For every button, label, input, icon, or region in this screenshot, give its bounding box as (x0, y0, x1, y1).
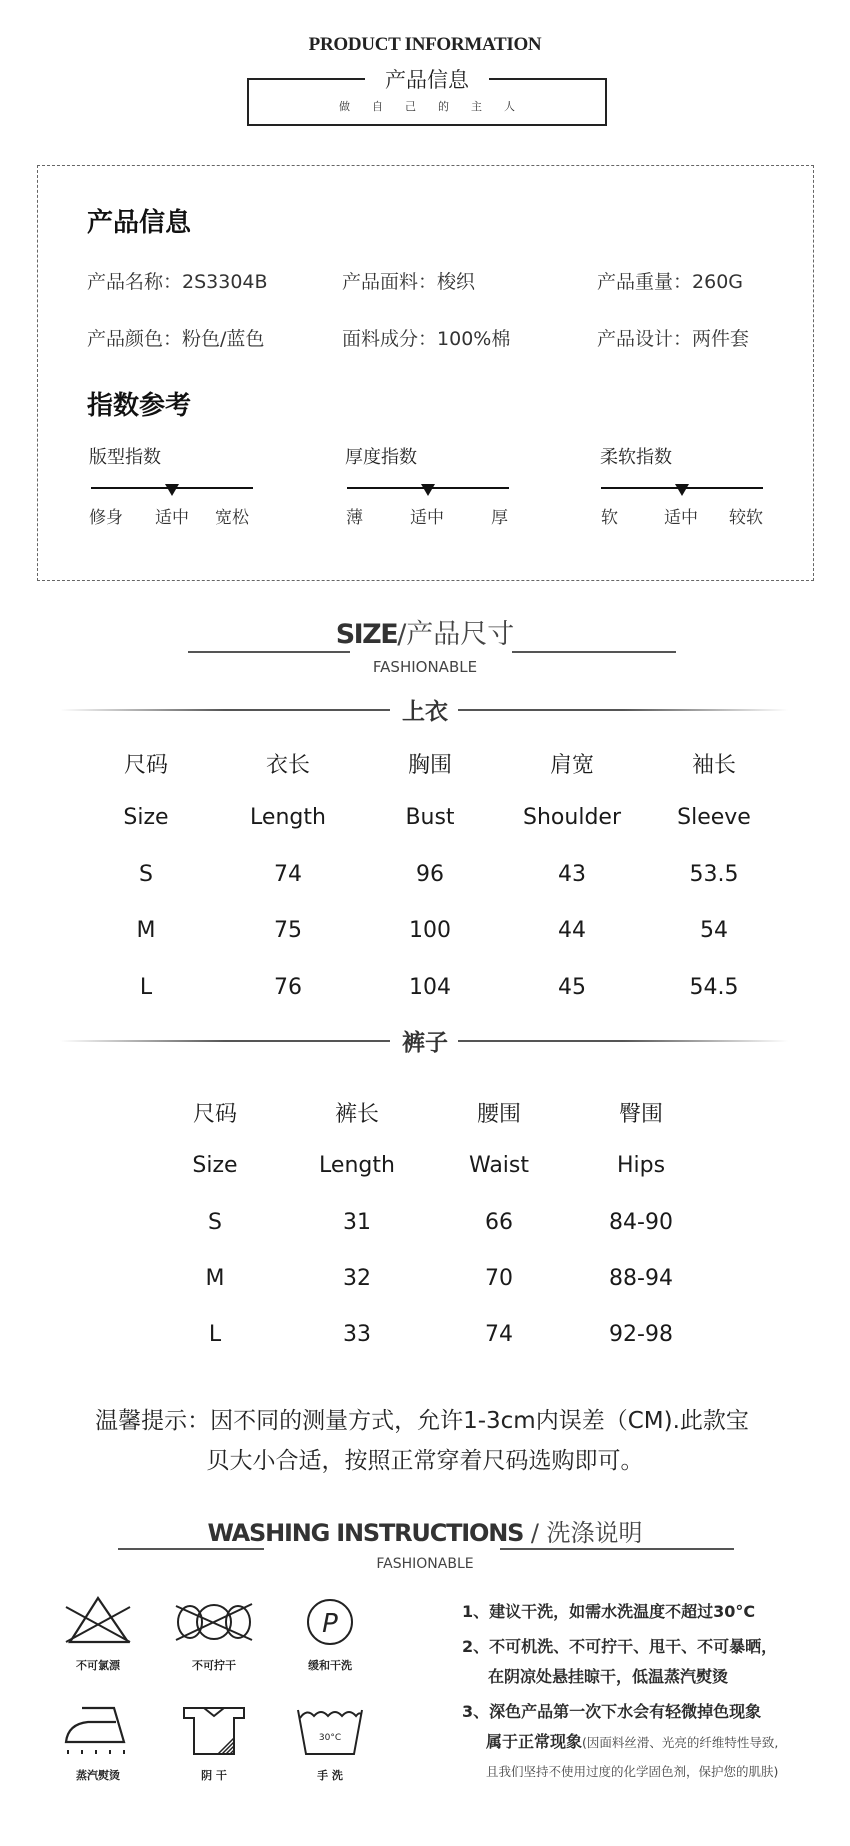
table-cell: 104 (409, 975, 451, 1000)
table-header-cell: 裤长 (334, 1102, 379, 1127)
care-label: 不可拧干 (192, 1659, 236, 1672)
table-header-cell: 臀围 (618, 1102, 663, 1127)
softness-tick: 较软 (729, 508, 763, 528)
tops-section-label: 上衣 (402, 699, 448, 725)
table-cell: 100 (409, 918, 451, 943)
table-cell: 45 (558, 975, 586, 1000)
no-wring-icon (174, 1592, 254, 1652)
washing-title-line-left (118, 1548, 264, 1550)
washing-instruction-3: 3、深色产品第一次下水会有轻微掉色现象 (462, 1702, 762, 1721)
info-field-color (87, 324, 264, 351)
care-label: 不可氯漂 (76, 1659, 120, 1672)
info-field-design (597, 324, 749, 351)
washing-title-cn: / 洗涤说明 (523, 1519, 643, 1547)
table-header-cell: Bust (405, 805, 455, 830)
field-label: 产品设计： (597, 328, 693, 350)
field-value: 2S3304B (182, 271, 268, 293)
table-cell: 92-98 (609, 1322, 673, 1347)
info-field-fabric (342, 267, 475, 294)
svg-text:P: P (322, 1609, 338, 1639)
field-value: 100%棉 (437, 328, 511, 350)
table-cell: L (139, 975, 153, 1000)
table-cell: L (208, 1322, 222, 1347)
table-header-cell: 肩宽 (549, 753, 594, 778)
care-item-gentle-dry-clean (290, 1592, 370, 1656)
header-line-left (247, 78, 365, 80)
product-info-title: 产品信息 (87, 208, 192, 238)
table-cell: S (139, 862, 153, 887)
care-item-shade-dry (174, 1704, 254, 1768)
pants-divider-right (458, 1040, 788, 1042)
table-header-cell: Hips (616, 1153, 666, 1178)
info-field-weight (597, 267, 743, 294)
svg-text:30°C: 30°C (318, 1733, 342, 1743)
field-label: 产品重量： (597, 271, 693, 293)
header-line-right (489, 78, 607, 80)
table-cell: M (136, 918, 156, 943)
size-title-cn: /产品尺寸 (397, 619, 515, 650)
table-header-cell: Waist (468, 1153, 530, 1178)
instruction-bold: 属于正常现象 (486, 1732, 583, 1751)
gentle-dry-clean-icon (290, 1592, 370, 1652)
table-cell: 96 (416, 862, 444, 887)
header-title-cn: 产品信息 (385, 68, 469, 92)
care-label: 阴 干 (201, 1769, 227, 1782)
table-cell: 31 (343, 1210, 371, 1235)
thickness-index-marker-icon (421, 484, 435, 496)
table-header-cell: Sleeve (677, 805, 751, 830)
softness-tick: 适中 (664, 508, 698, 528)
table-header-cell: 腰围 (476, 1102, 521, 1127)
tops-divider-left (60, 709, 390, 711)
table-cell: 76 (274, 975, 302, 1000)
table-cell: 54.5 (689, 975, 739, 1000)
size-title-line-left (188, 651, 350, 653)
table-cell: 75 (274, 918, 302, 943)
steam-iron-icon (58, 1704, 138, 1764)
field-label: 产品名称： (87, 271, 183, 293)
size-section-title (0, 612, 850, 651)
table-cell: 54 (700, 918, 728, 943)
fit-tick: 适中 (155, 508, 189, 528)
fit-index-marker-icon (165, 484, 179, 496)
table-header-cell: 尺码 (123, 753, 168, 778)
softness-tick: 软 (601, 508, 618, 528)
thickness-tick: 薄 (346, 508, 363, 528)
field-value: 两件套 (692, 328, 750, 350)
washing-subtitle: FASHIONABLE (376, 1556, 474, 1572)
table-cell: 88-94 (609, 1266, 673, 1291)
table-header-cell: Shoulder (523, 805, 621, 830)
table-header-cell: Size (123, 805, 169, 830)
table-cell: S (208, 1210, 222, 1235)
no-bleach-icon (58, 1592, 138, 1652)
table-cell: M (205, 1266, 225, 1291)
table-header-cell: Length (250, 805, 326, 830)
table-header-cell: Length (319, 1153, 395, 1178)
pants-divider-left (60, 1040, 390, 1042)
thickness-tick: 厚 (491, 508, 508, 528)
tops-divider-right (458, 709, 788, 711)
table-cell: 44 (558, 918, 586, 943)
care-label: 手 洗 (317, 1769, 343, 1782)
field-label: 产品面料： (342, 271, 438, 293)
fit-index-label: 版型指数 (89, 447, 161, 468)
washing-instruction-1: 1、建议干洗，如需水洗温度不超过30°C (462, 1602, 756, 1621)
table-header-cell: Size (192, 1153, 238, 1178)
care-item-steam-iron (58, 1704, 138, 1768)
info-field-name (87, 267, 268, 294)
hand-wash-icon (290, 1704, 370, 1764)
table-cell: 66 (485, 1210, 513, 1235)
washing-instruction-2-cont: 在阴凉处悬挂晾干，低温蒸汽熨烫 (488, 1667, 729, 1686)
field-value: 260G (692, 271, 744, 293)
size-subtitle: FASHIONABLE (372, 658, 478, 676)
field-value: 梭织 (437, 271, 476, 293)
field-label: 产品颜色： (87, 328, 183, 350)
washing-title-en: WASHING INSTRUCTIONS (207, 1519, 524, 1547)
size-title-line-right (512, 651, 676, 653)
shade-dry-icon (174, 1704, 254, 1764)
table-cell: 32 (343, 1266, 371, 1291)
size-title-en: SIZE (335, 619, 398, 650)
table-header-cell: 尺码 (192, 1102, 237, 1127)
thickness-index-label: 厚度指数 (345, 447, 417, 468)
care-label: 蒸汽熨烫 (76, 1769, 120, 1782)
softness-index-label: 柔软指数 (600, 447, 672, 468)
softness-index-marker-icon (675, 484, 689, 496)
table-cell: 74 (274, 862, 302, 887)
table-cell: 53.5 (689, 862, 739, 887)
table-cell: 84-90 (609, 1210, 673, 1235)
field-label: 面料成分： (342, 328, 438, 350)
washing-instruction-2: 2、不可机洗、不可拧干、甩干、不可暴晒， (462, 1637, 778, 1656)
table-header-cell: 袖长 (691, 753, 736, 778)
care-label: 缓和干洗 (308, 1659, 352, 1672)
table-cell: 74 (485, 1322, 513, 1347)
table-cell: 70 (485, 1266, 513, 1291)
washing-title (0, 1513, 850, 1548)
table-header-cell: 胸围 (407, 753, 452, 778)
table-header-cell: 衣长 (265, 753, 310, 778)
washing-instruction-3-note: 且我们坚持不使用过度的化学固色剂，保护您的肌肤) (486, 1764, 779, 1779)
washing-title-line-right (500, 1548, 734, 1550)
fit-tick: 修身 (89, 508, 123, 528)
measurement-note-line2: 贝大小合适，按照正常穿着尺码选购即可。 (206, 1448, 644, 1474)
table-cell: 33 (343, 1322, 371, 1347)
thickness-tick: 适中 (410, 508, 444, 528)
washing-instruction-3-cont (486, 1729, 778, 1752)
care-item-hand-wash (290, 1704, 370, 1768)
header-title-en: PRODUCT INFORMATION (308, 34, 542, 55)
care-item-no-wring (174, 1592, 254, 1656)
care-item-no-bleach (58, 1592, 138, 1656)
header-subtitle: 做自己的主人 (339, 100, 537, 113)
info-field-composition (342, 324, 510, 351)
field-value: 粉色/蓝色 (182, 328, 265, 350)
pants-section-label: 裤子 (402, 1030, 448, 1056)
measurement-note-line1: 温馨提示：因不同的测量方式，允许1-3cm内误差（CM).此款宝 (95, 1408, 749, 1434)
table-cell: 43 (558, 862, 586, 887)
index-reference-title: 指数参考 (87, 391, 192, 421)
instruction-note: (因面料丝滑、光亮的纤维特性导致, (582, 1735, 779, 1750)
fit-tick: 宽松 (215, 508, 249, 528)
